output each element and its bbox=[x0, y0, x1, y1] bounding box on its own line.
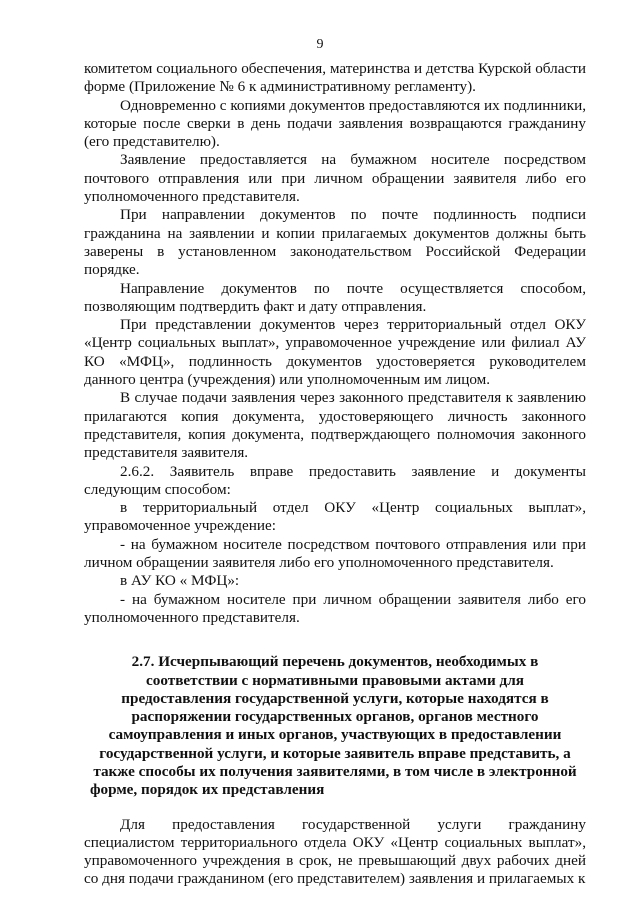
paragraph: в АУ КО « МФЦ»: bbox=[120, 572, 240, 590]
paragraph: - на бумажном носителе при личном обращении заявителя либо его уполномоченного представителя. bbox=[84, 590, 586, 626]
paragraph: При направлении документов по почте подлинность подписи гражданина на заявлении и копии прилагаемых документов должны быть заверены в установленном законодательством Российской Федерации порядке. bbox=[84, 206, 586, 279]
section-heading: 2.7. Исчерпывающий перечень документов, необходимых в соответствии с нормативными правовыми актами для предоставления государственной услуги, которые находятся в распоряжении государственных органов, органов местного самоуправления и иных органов, участвующих в предоставлении государственной услуги, и которые заявитель вправе представить, а также способы их получения заявителями, в том числе в электронной форме, порядок их представления bbox=[90, 653, 577, 799]
paragraph: комитетом социального обеспечения, материнства и детства Курской области форме (Приложение № 6 к административному регламенту). bbox=[84, 60, 586, 96]
paragraph: в территориальный отдел ОКУ «Центр социальных выплат», управомоченное учреждение: bbox=[84, 499, 586, 535]
page-number: 9 bbox=[316, 37, 324, 52]
paragraph: - на бумажном носителе посредством почтового отправления или при личном обращении заявителя либо его уполномоченного представителя. bbox=[84, 535, 586, 572]
paragraph: Направление документов по почте осуществляется способом, позволяющим подтвердить факт и дату отправления. bbox=[84, 279, 586, 315]
paragraph: 2.6.2. Заявитель вправе предоставить заявление и документы следующим способом: bbox=[84, 462, 586, 498]
paragraph: Заявление предоставляется на бумажном носителе посредством почтового отправления или при личном обращении заявителя либо его уполномоченного представителя. bbox=[84, 151, 586, 206]
document-body bbox=[84, 60, 586, 889]
paragraph: Одновременно с копиями документов предоставляются их подлинники, которые после сверки в день подачи заявления возвращаются гражданину (его представителю). bbox=[84, 96, 586, 151]
paragraph: При представлении документов через территориальный отдел ОКУ «Центр социальных выплат», управомоченное учреждение или филиал АУ КО «МФЦ», подлинность документов удостоверяется руководителем данного центра (учреждения) или уполномоченным им лицом. bbox=[84, 316, 586, 389]
paragraph: В случае подачи заявления через законного представителя к заявлению прилагаются копия документа, удостоверяющего личность законного представителя, копия документа, подтверждающего полномочия законного представителя заявителя. bbox=[84, 389, 586, 462]
paragraph: Для предоставления государственной услуги гражданину специалистом территориального отдела ОКУ «Центр социальных выплат», управомоченного учреждения в срок, не превышающий двух рабочих дней со дня подачи гражданином (его представителем) заявления и прилагаемых к bbox=[84, 815, 586, 888]
